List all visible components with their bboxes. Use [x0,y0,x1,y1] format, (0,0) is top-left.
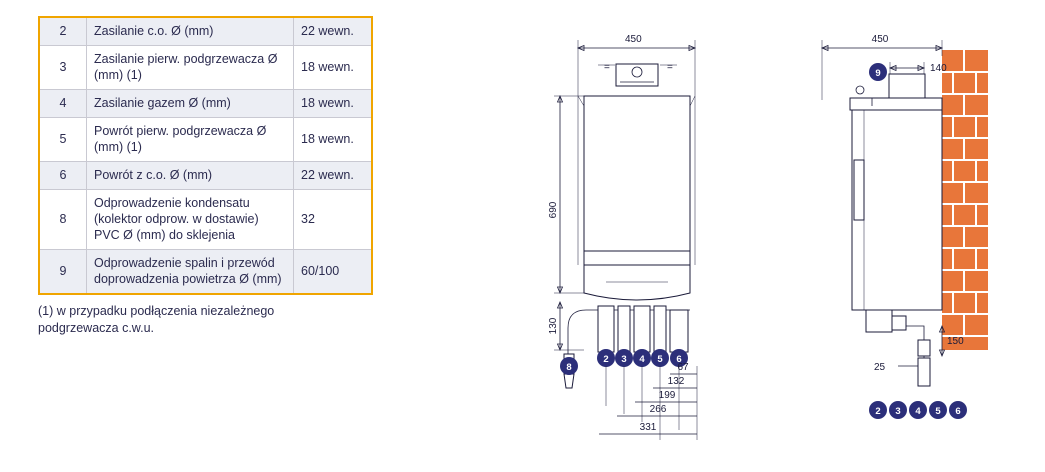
dim-label-199: 199 [658,390,676,401]
table-row [39,90,372,118]
callout-2: 2 [875,406,881,417]
dim-label-height-main: 690 [548,201,559,219]
dim-label-25: 25 [874,362,886,373]
dim-stack-front [599,362,697,440]
row-number: 9 [39,250,87,295]
table-row [39,190,372,250]
front-view-drawing [520,10,750,460]
dim-label-266: 266 [649,404,667,415]
boiler-body-side [850,86,942,310]
row-description: Powrót pierw. podgrzewacza Ø (mm) (1) [87,118,294,162]
callout-6: 6 [955,406,961,417]
dim-label-150: 150 [947,336,964,347]
callout-9: 9 [875,68,881,79]
callout-8: 8 [566,362,572,373]
table-footnote: (1) w przypadku podłączenia niezależnego podgrzewacza c.w.u. [38,304,275,335]
table-body [39,17,372,294]
dim-label-width-top: 450 [625,34,642,45]
callout-5: 5 [657,354,663,365]
equal-mark-right: = [667,62,673,73]
row-value: 22 wewn. [294,17,373,46]
row-description: Odprowadzenie spalin i przewód doprowadzenia powietrza Ø (mm) [87,250,294,295]
equal-mark-left: = [604,62,610,73]
dim-label-width-top-side: 450 [871,34,889,45]
row-number: 6 [39,162,87,190]
row-number: 5 [39,118,87,162]
row-description: Powrót z c.o. Ø (mm) [87,162,294,190]
specification-table-block [38,16,373,337]
row-number: 8 [39,190,87,250]
callout-4: 4 [639,354,645,365]
callout-bubbles-side [869,401,967,419]
table-row [39,250,372,295]
boiler-body-front [578,96,695,300]
specification-table [38,16,373,295]
row-value: 32 [294,190,373,250]
row-value: 18 wewn. [294,118,373,162]
callout-4: 4 [915,406,921,417]
row-value: 60/100 [294,250,373,295]
brick-wall [942,50,988,350]
dim-25 [874,362,918,373]
callout-3: 3 [895,406,901,417]
row-number: 4 [39,90,87,118]
side-view-drawing [790,10,1040,460]
table-row [39,118,372,162]
callout-3: 3 [621,354,627,365]
dim-label-flue: 140 [930,63,947,74]
row-value: 18 wewn. [294,90,373,118]
mounting-bracket [616,64,658,86]
dim-label-132: 132 [667,376,685,387]
dim-label-331: 331 [639,422,657,433]
row-description: Zasilanie pierw. podgrzewacza Ø (mm) (1) [87,46,294,90]
table-row [39,17,372,46]
row-number: 2 [39,17,87,46]
row-description: Zasilanie gazem Ø (mm) [87,90,294,118]
row-value: 22 wewn. [294,162,373,190]
dim-height-bottom [548,302,584,350]
dim-height-main [548,96,584,293]
row-description: Odprowadzenie kondensatu (kolektor odprow. w dostawie) PVC Ø (mm) do sklejenia [87,190,294,250]
table-row [39,46,372,90]
row-description: Zasilanie c.o. Ø (mm) [87,17,294,46]
dim-label-67: 67 [677,362,689,373]
row-value: 18 wewn. [294,46,373,90]
pipe-fittings-side [866,310,930,386]
callout-5: 5 [935,406,941,417]
callout-2: 2 [603,354,609,365]
row-number: 3 [39,46,87,90]
dim-label-height-bottom: 130 [548,317,559,335]
callout-6: 6 [676,354,682,365]
table-row [39,162,372,190]
